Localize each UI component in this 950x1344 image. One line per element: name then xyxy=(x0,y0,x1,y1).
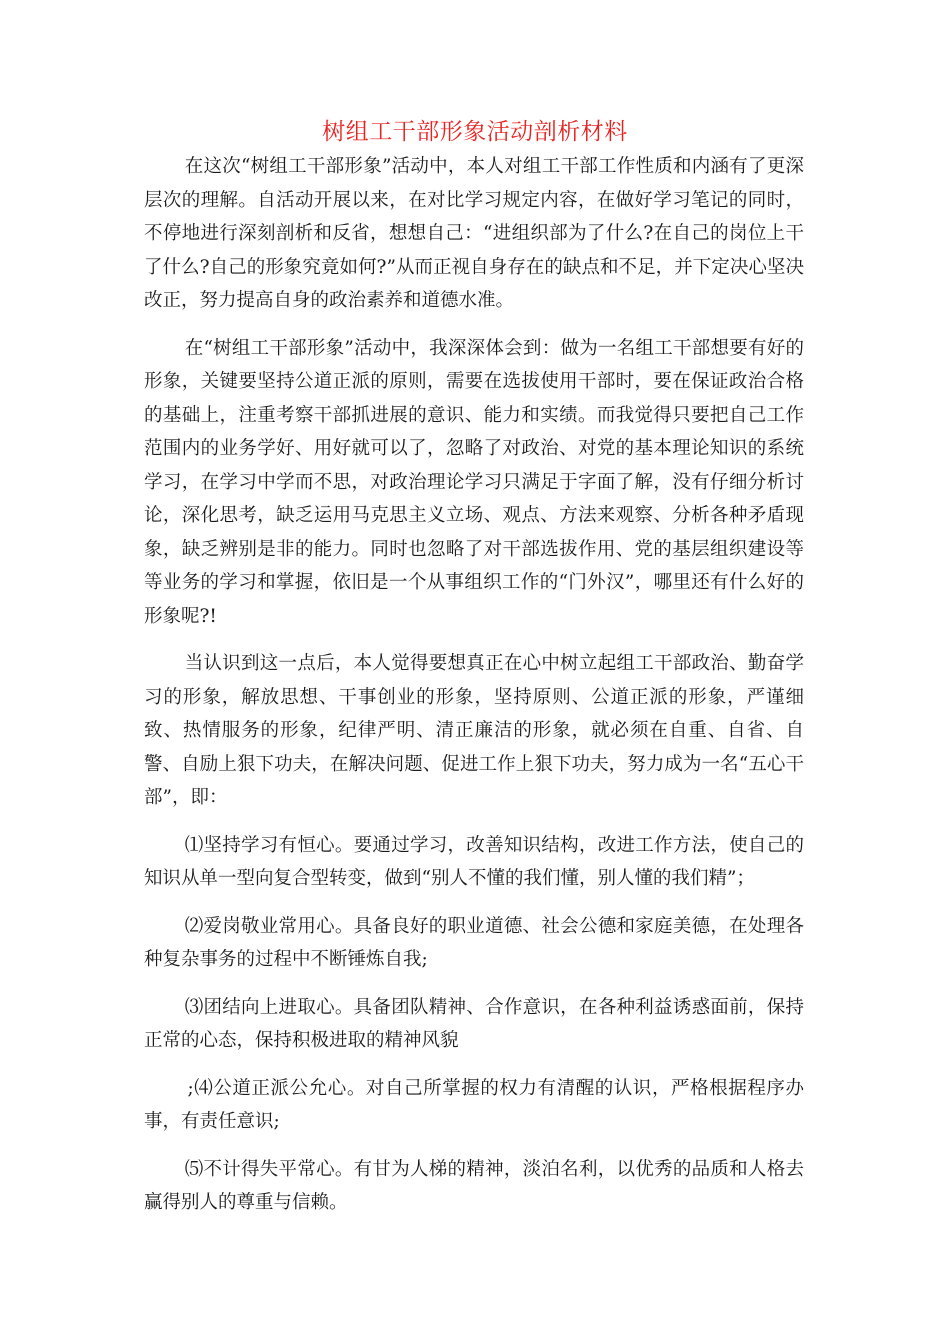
list-item-5: ⑸不计得失平常心。有甘为人梯的精神，淡泊名利，以优秀的品质和人格去赢得别人的尊重与信赖。 xyxy=(144,1158,804,1213)
document-body xyxy=(144,150,804,1234)
list-item-1: ⑴坚持学习有恒心。要通过学习，改善知识结构，改进工作方法，使自己的知识从单一型向复合型转变，做到“别人不懂的我们懂，别人懂的我们精”； xyxy=(144,834,804,889)
list-item-3: ⑶团结向上进取心。具备团队精神、合作意识，在各种利益诱惑面前，保持正常的心态，保持积极进取的精神风貌 xyxy=(144,996,804,1051)
paragraph-intro: 在这次“树组工干部形象”活动中，本人对组工干部工作性质和内涵有了更深层次的理解。自活动开展以来，在对比学习规定内容，在做好学习笔记的同时，不停地进行深刻剖析和反省，想想自己：“进组织部为了什么?在自己的岗位上干了什么?自己的形象究竟如何?”从而正视自身存在的缺点和不足，并下定决心坚决改正，努力提高自身的政治素养和道德水准。 xyxy=(144,156,804,311)
paragraph-reflection: 在“树组工干部形象”活动中，我深深体会到：做为一名组工干部想要有好的形象，关键要坚持公道正派的原则，需要在选拔使用干部时，要在保证政治合格的基础上，注重考察干部抓进展的意识、能力和实绩。而我觉得只要把自己工作范围内的业务学好、用好就可以了，忽略了对政治、对党的基本理论知识的系统学习，在学习中学而不思，对政治理论学习只满足于字面了解，没有仔细分析讨论，深化思考，缺乏运用马克思主义立场、观点、方法来观察、分析各种矛盾现象，缺乏辨别是非的能力。同时也忽略了对干部选拔作用、党的基层组织建设等等业务的学习和掌握，依旧是一个从事组织工作的“门外汉”，哪里还有什么好的形象呢?! xyxy=(144,337,804,627)
list-item-4: ;⑷公道正派公允心。对自己所掌握的权力有清醒的认识，严格根据程序办事，有责任意识; xyxy=(144,1077,804,1132)
paragraph-resolution: 当认识到这一点后，本人觉得要想真正在心中树立起组工干部政治、勤奋学习的形象，解放思想、干事创业的形象，坚持原则、公道正派的形象，严谨细致、热情服务的形象，纪律严明、清正廉洁的形象，就必须在自重、自省、自警、自励上狠下功夫，在解决问题、促进工作上狠下功夫，努力成为一名“五心干部”，即： xyxy=(144,653,804,808)
document-title: 树组工干部形象活动剖析材料 xyxy=(322,119,628,145)
list-item-2: ⑵爱岗敬业常用心。具备良好的职业道德、社会公德和家庭美德，在处理各种复杂事务的过程中不断锤炼自我; xyxy=(144,915,804,970)
